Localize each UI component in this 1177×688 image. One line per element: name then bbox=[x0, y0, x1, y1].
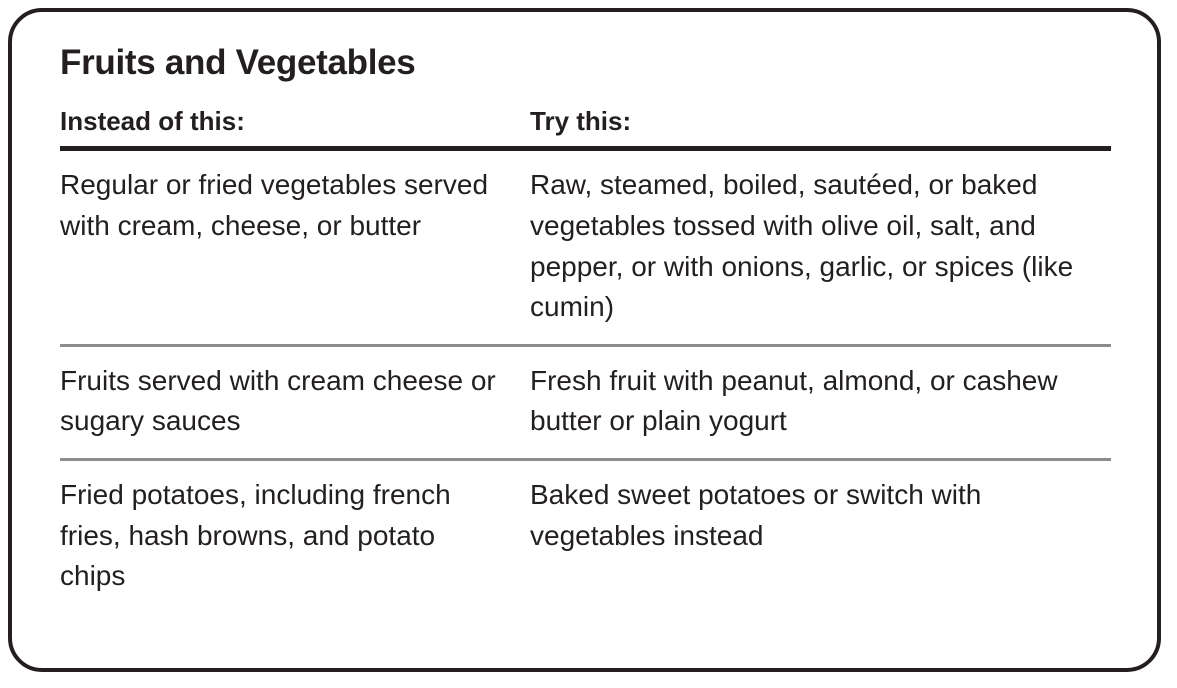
cell-instead: Regular or fried vegetables served with cream, cheese, or butter bbox=[60, 149, 530, 345]
cell-instead: Fried potatoes, including french fries, hash browns, and potato chips bbox=[60, 478, 451, 592]
column-header-try: Try this: bbox=[530, 107, 1111, 149]
cell-try: Raw, steamed, boiled, sautéed, or baked vegetables tossed with olive oil, salt, and pepper, or with onions, garlic, or spices (like cumin) bbox=[530, 149, 1111, 345]
cell-try: Baked sweet potatoes or switch with vegetables instead bbox=[530, 478, 982, 551]
page-title: Fruits and Vegetables bbox=[60, 43, 416, 82]
table-row bbox=[60, 459, 1111, 612]
cell-instead: Fruits served with cream cheese or sugary sauces bbox=[60, 345, 530, 459]
fruits-and-vegetables-card bbox=[8, 8, 1161, 672]
card-content bbox=[12, 12, 1157, 613]
table-header-row bbox=[60, 107, 1111, 149]
cell-try: Fresh fruit with peanut, almond, or cashew butter or plain yogurt bbox=[530, 345, 1111, 459]
table-row bbox=[60, 149, 1111, 345]
table-row bbox=[60, 345, 1111, 459]
comparison-table bbox=[60, 107, 1111, 613]
column-header-instead: Instead of this: bbox=[60, 107, 530, 149]
